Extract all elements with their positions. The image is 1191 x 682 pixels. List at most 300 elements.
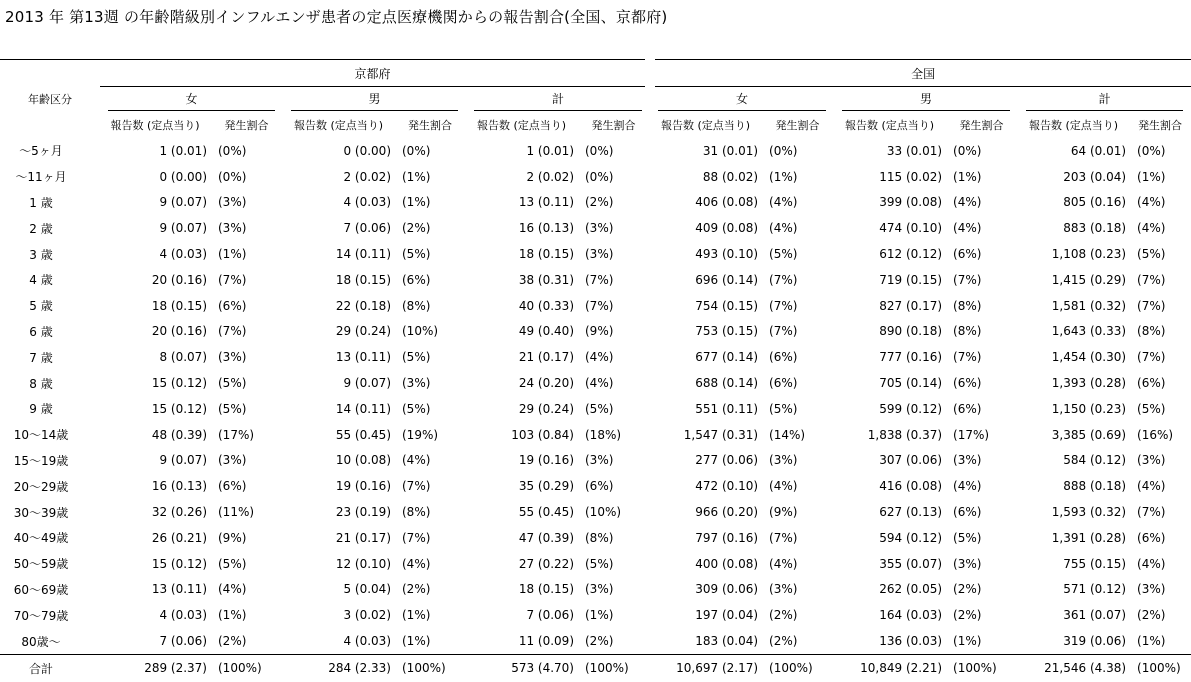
age-group-label: 15～19歳 — [13, 453, 69, 468]
rate-cell: (8%) — [402, 298, 431, 313]
report-count-cell: 262 (0.05) — [879, 582, 943, 597]
report-count-cell: 18 (0.15) — [335, 272, 391, 287]
rate-cell: (100%) — [761, 654, 834, 682]
report-count-cell: 26 (0.21) — [151, 530, 207, 545]
column-header-rate: 発生割合 — [408, 119, 452, 132]
report-count-cell: 13 (0.11) — [518, 195, 574, 210]
report-count-cell: 966 (0.20) — [695, 505, 759, 520]
rate-cell: (0%) — [769, 143, 798, 158]
report-count-cell: 827 (0.17) — [879, 298, 943, 313]
report-count-cell: 16 (0.13) — [518, 221, 574, 236]
report-count-cell: 88 (0.02) — [702, 169, 759, 184]
rate-cell: (5%) — [218, 401, 247, 416]
age-group-label: 合計 — [0, 654, 100, 682]
age-group-label: 7 歳 — [29, 350, 53, 365]
report-count-cell: 612 (0.12) — [879, 247, 943, 262]
report-count-cell: 753 (0.15) — [695, 324, 759, 339]
report-count-cell: 289 (2.37) — [100, 654, 210, 682]
report-count-cell: 406 (0.08) — [695, 195, 759, 210]
rate-cell: (3%) — [218, 350, 247, 365]
rate-cell: (9%) — [585, 324, 614, 339]
report-count-cell: 10 (0.08) — [335, 453, 391, 468]
page-title: 2013 年 第13週 の年齢階級別インフルエンザ患者の定点医療機関からの報告割合(全国、京都府) — [5, 8, 668, 26]
table-row — [0, 344, 1191, 370]
rate-cell: (7%) — [769, 324, 798, 339]
report-count-cell: 136 (0.03) — [879, 634, 943, 649]
report-count-cell: 888 (0.18) — [1063, 479, 1127, 494]
report-count-cell: 38 (0.31) — [518, 272, 574, 287]
report-count-cell: 29 (0.24) — [335, 324, 391, 339]
age-group-label: 10～14歳 — [13, 428, 69, 443]
report-count-cell: 551 (0.11) — [695, 401, 759, 416]
age-group-label: 50～59歳 — [13, 557, 69, 572]
report-count-cell: 627 (0.13) — [879, 505, 943, 520]
rate-cell: (6%) — [769, 350, 798, 365]
age-group-label: 60～69歳 — [13, 582, 69, 597]
column-header-count: 報告数 (定点当り) — [1029, 119, 1119, 132]
rate-cell: (0%) — [953, 143, 982, 158]
report-count-cell: 1,454 (0.30) — [1051, 350, 1127, 365]
report-count-cell: 677 (0.14) — [695, 350, 759, 365]
rate-cell: (4%) — [769, 195, 798, 210]
report-count-cell: 183 (0.04) — [695, 634, 759, 649]
report-count-cell: 1,150 (0.23) — [1051, 401, 1127, 416]
report-count-cell: 20 (0.16) — [151, 324, 207, 339]
rate-cell: (5%) — [402, 350, 431, 365]
rate-cell: (3%) — [218, 195, 247, 210]
rate-cell: (17%) — [953, 427, 990, 442]
report-count-cell: 4 (0.03) — [159, 247, 207, 262]
rate-cell: (7%) — [1137, 350, 1166, 365]
rate-cell: (4%) — [1137, 556, 1166, 571]
report-count-cell: 15 (0.12) — [151, 401, 207, 416]
rate-cell: (1%) — [1137, 634, 1166, 649]
age-group-label: 20～29歳 — [13, 479, 69, 494]
report-count-cell: 705 (0.14) — [879, 376, 943, 391]
age-group-header: 年齢区分 — [0, 60, 100, 139]
rate-cell: (10%) — [402, 324, 439, 339]
report-count-cell: 27 (0.22) — [518, 556, 574, 571]
report-count-cell: 103 (0.84) — [511, 427, 574, 442]
table-row — [0, 628, 1191, 654]
report-count-cell: 64 (0.01) — [1070, 143, 1127, 158]
rate-cell: (6%) — [1137, 530, 1166, 545]
rate-cell: (7%) — [769, 272, 798, 287]
rate-cell: (2%) — [1137, 608, 1166, 623]
rate-cell: (0%) — [218, 169, 247, 184]
rate-cell: (5%) — [585, 556, 614, 571]
rate-cell: (6%) — [218, 479, 247, 494]
report-count-cell: 7 (0.06) — [159, 634, 207, 649]
rate-cell: (5%) — [953, 530, 982, 545]
report-count-cell: 355 (0.07) — [879, 556, 943, 571]
rate-cell: (17%) — [218, 427, 255, 442]
report-count-cell: 11 (0.09) — [518, 634, 574, 649]
report-count-cell: 2 (0.02) — [343, 169, 391, 184]
report-count-cell: 1,838 (0.37) — [867, 427, 943, 442]
rate-cell: (5%) — [1137, 401, 1166, 416]
rate-cell: (7%) — [218, 272, 247, 287]
rate-cell: (0%) — [402, 143, 431, 158]
rate-cell: (16%) — [1137, 427, 1174, 442]
report-count-cell: 21 (0.17) — [518, 350, 574, 365]
rate-cell: (4%) — [402, 453, 431, 468]
report-count-cell: 10,849 (2.21) — [834, 654, 945, 682]
report-count-cell: 399 (0.08) — [879, 195, 943, 210]
rate-cell: (4%) — [585, 376, 614, 391]
table-row — [0, 473, 1191, 499]
report-count-cell: 0 (0.00) — [343, 143, 391, 158]
report-count-cell: 1,643 (0.33) — [1051, 324, 1127, 339]
rate-cell: (7%) — [585, 272, 614, 287]
rate-cell: (6%) — [402, 272, 431, 287]
rate-cell: (2%) — [402, 221, 431, 236]
rate-cell: (2%) — [585, 195, 614, 210]
report-count-cell: 13 (0.11) — [335, 350, 391, 365]
table-row — [0, 319, 1191, 345]
report-count-cell: 361 (0.07) — [1063, 608, 1127, 623]
rate-cell: (4%) — [769, 556, 798, 571]
age-group-label: ～5ヶ月 — [19, 144, 63, 159]
rate-cell: (8%) — [1137, 324, 1166, 339]
report-count-cell: 7 (0.06) — [526, 608, 574, 623]
report-count-cell: 21,546 (4.38) — [1018, 654, 1129, 682]
report-count-cell: 1 (0.01) — [526, 143, 574, 158]
table-row — [0, 577, 1191, 603]
report-count-cell: 2 (0.02) — [526, 169, 574, 184]
rate-cell: (1%) — [585, 608, 614, 623]
rate-cell: (1%) — [953, 634, 982, 649]
column-header-count: 報告数 (定点当り) — [110, 119, 200, 132]
rate-cell: (6%) — [218, 298, 247, 313]
rate-cell: (4%) — [402, 556, 431, 571]
report-count-cell: 15 (0.12) — [151, 376, 207, 391]
rate-cell: (7%) — [218, 324, 247, 339]
rate-cell: (2%) — [953, 582, 982, 597]
rate-cell: (3%) — [1137, 453, 1166, 468]
rate-cell: (6%) — [585, 479, 614, 494]
sex-header-female: 女 — [650, 87, 834, 113]
report-count-cell: 307 (0.06) — [879, 453, 943, 468]
rate-cell: (8%) — [402, 505, 431, 520]
report-count-cell: 7 (0.06) — [343, 221, 391, 236]
sex-header-total: 計 — [1018, 87, 1191, 113]
influenza-report-table — [0, 59, 1191, 682]
age-group-label: 30～39歳 — [13, 505, 69, 520]
report-count-cell: 754 (0.15) — [695, 298, 759, 313]
report-count-cell: 472 (0.10) — [695, 479, 759, 494]
rate-cell: (7%) — [1137, 505, 1166, 520]
rate-cell: (8%) — [953, 298, 982, 313]
rate-cell: (2%) — [585, 634, 614, 649]
report-count-cell: 55 (0.45) — [335, 427, 391, 442]
column-header-rate: 発生割合 — [224, 119, 269, 132]
column-header-count: 報告数 (定点当り) — [293, 119, 384, 132]
report-count-cell: 1,547 (0.31) — [683, 427, 759, 442]
report-count-cell: 4 (0.03) — [343, 634, 391, 649]
column-header-rate: 発生割合 — [959, 119, 1004, 132]
report-count-cell: 47 (0.39) — [518, 530, 574, 545]
rate-cell: (0%) — [585, 169, 614, 184]
rate-cell: (1%) — [402, 195, 431, 210]
report-count-cell: 33 (0.01) — [886, 143, 943, 158]
rate-cell: (3%) — [218, 221, 247, 236]
report-count-cell: 18 (0.15) — [518, 247, 574, 262]
report-count-cell: 9 (0.07) — [343, 376, 391, 391]
rate-cell: (2%) — [769, 634, 798, 649]
table-row — [0, 267, 1191, 293]
rate-cell: (3%) — [769, 582, 798, 597]
age-group-label: ～11ヶ月 — [15, 170, 67, 185]
rate-cell: (7%) — [769, 298, 798, 313]
report-count-cell: 4 (0.03) — [343, 195, 391, 210]
table-row — [0, 138, 1191, 164]
report-count-cell: 24 (0.20) — [518, 376, 574, 391]
report-count-cell: 3 (0.02) — [343, 608, 391, 623]
rate-cell: (7%) — [953, 350, 982, 365]
report-count-cell: 4 (0.03) — [159, 608, 207, 623]
column-header-rate: 発生割合 — [591, 119, 636, 132]
report-count-cell: 40 (0.33) — [518, 298, 574, 313]
report-count-cell: 571 (0.12) — [1063, 582, 1127, 597]
table-row — [0, 215, 1191, 241]
report-count-cell: 1,415 (0.29) — [1051, 272, 1127, 287]
report-count-cell: 32 (0.26) — [151, 505, 207, 520]
report-count-cell: 31 (0.01) — [702, 143, 759, 158]
report-count-cell: 688 (0.14) — [695, 376, 759, 391]
report-count-cell: 1,108 (0.23) — [1051, 247, 1127, 262]
rate-cell: (11%) — [218, 505, 255, 520]
rate-cell: (7%) — [1137, 298, 1166, 313]
rate-cell: (4%) — [1137, 195, 1166, 210]
sex-header-male: 男 — [834, 87, 1018, 113]
rate-cell: (100%) — [945, 654, 1018, 682]
rate-cell: (6%) — [953, 376, 982, 391]
rate-cell: (2%) — [402, 582, 431, 597]
sex-header-female: 女 — [100, 87, 283, 113]
report-count-cell: 48 (0.39) — [151, 427, 207, 442]
report-count-cell: 409 (0.08) — [695, 221, 759, 236]
rate-cell: (4%) — [1137, 221, 1166, 236]
report-count-cell: 9 (0.07) — [159, 195, 207, 210]
rate-cell: (4%) — [769, 221, 798, 236]
rate-cell: (0%) — [1137, 143, 1166, 158]
report-count-cell: 14 (0.11) — [335, 401, 391, 416]
report-count-cell: 599 (0.12) — [879, 401, 943, 416]
region-header-kyoto: 京都府 — [100, 60, 650, 87]
rate-cell: (2%) — [953, 608, 982, 623]
report-count-cell: 203 (0.04) — [1063, 169, 1127, 184]
report-count-cell: 23 (0.19) — [335, 505, 391, 520]
report-count-cell: 29 (0.24) — [518, 401, 574, 416]
rate-cell: (4%) — [585, 350, 614, 365]
report-count-cell: 493 (0.10) — [695, 247, 759, 262]
age-group-label: 5 歳 — [29, 299, 53, 314]
rate-cell: (2%) — [218, 634, 247, 649]
rate-cell: (5%) — [769, 247, 798, 262]
report-count-cell: 115 (0.02) — [879, 169, 943, 184]
age-group-label: 2 歳 — [29, 221, 53, 236]
rate-cell: (4%) — [953, 479, 982, 494]
rate-cell: (0%) — [218, 143, 247, 158]
rate-cell: (9%) — [218, 530, 247, 545]
report-count-cell: 197 (0.04) — [695, 608, 759, 623]
rate-cell: (3%) — [585, 247, 614, 262]
age-group-label: 6 歳 — [29, 324, 53, 339]
rate-cell: (1%) — [402, 169, 431, 184]
rate-cell: (8%) — [953, 324, 982, 339]
report-count-cell: 9 (0.07) — [159, 221, 207, 236]
rate-cell: (18%) — [585, 427, 622, 442]
rate-cell: (1%) — [402, 634, 431, 649]
report-count-cell: 20 (0.16) — [151, 272, 207, 287]
report-count-cell: 0 (0.00) — [159, 169, 207, 184]
rate-cell: (3%) — [769, 453, 798, 468]
rate-cell: (3%) — [953, 453, 982, 468]
report-count-cell: 797 (0.16) — [695, 530, 759, 545]
rate-cell: (6%) — [1137, 376, 1166, 391]
rate-cell: (100%) — [1129, 654, 1191, 682]
rate-cell: (0%) — [585, 143, 614, 158]
report-count-cell: 805 (0.16) — [1063, 195, 1127, 210]
age-group-label: 8 歳 — [29, 376, 53, 391]
rate-cell: (14%) — [769, 427, 806, 442]
column-header-rate: 発生割合 — [775, 119, 820, 132]
rate-cell: (4%) — [769, 479, 798, 494]
report-count-cell: 14 (0.11) — [335, 247, 391, 262]
rate-cell: (6%) — [953, 247, 982, 262]
report-count-cell: 719 (0.15) — [879, 272, 943, 287]
rate-cell: (4%) — [1137, 479, 1166, 494]
report-count-cell: 18 (0.15) — [151, 298, 207, 313]
rate-cell: (7%) — [1137, 272, 1166, 287]
column-header-count: 報告数 (定点当り) — [661, 119, 751, 132]
sex-header-male: 男 — [283, 87, 466, 113]
report-count-cell: 755 (0.15) — [1063, 556, 1127, 571]
rate-cell: (1%) — [953, 169, 982, 184]
rate-cell: (3%) — [585, 453, 614, 468]
report-count-cell: 474 (0.10) — [879, 221, 943, 236]
report-count-cell: 319 (0.06) — [1063, 634, 1127, 649]
report-count-cell: 21 (0.17) — [335, 530, 391, 545]
rate-cell: (3%) — [953, 556, 982, 571]
rate-cell: (100%) — [577, 654, 650, 682]
column-header-count: 報告数 (定点当り) — [476, 119, 567, 132]
rate-cell: (1%) — [218, 247, 247, 262]
rate-cell: (5%) — [402, 247, 431, 262]
rate-cell: (4%) — [218, 582, 247, 597]
table-row — [0, 370, 1191, 396]
report-count-cell: 416 (0.08) — [879, 479, 943, 494]
report-count-cell: 19 (0.16) — [518, 453, 574, 468]
report-count-cell: 16 (0.13) — [151, 479, 207, 494]
report-count-cell: 8 (0.07) — [159, 350, 207, 365]
rate-cell: (3%) — [1137, 582, 1166, 597]
rate-cell: (1%) — [1137, 169, 1166, 184]
rate-cell: (5%) — [402, 401, 431, 416]
age-group-label: 80歳～ — [21, 634, 61, 649]
table-row — [0, 293, 1191, 319]
report-count-cell: 13 (0.11) — [151, 582, 207, 597]
report-count-cell: 35 (0.29) — [518, 479, 574, 494]
report-count-cell: 49 (0.40) — [518, 324, 574, 339]
table-row — [0, 448, 1191, 474]
report-count-cell: 10,697 (2.17) — [650, 654, 761, 682]
report-count-cell: 277 (0.06) — [695, 453, 759, 468]
report-count-cell: 1,581 (0.32) — [1051, 298, 1127, 313]
report-count-cell: 55 (0.45) — [518, 505, 574, 520]
report-count-cell: 777 (0.16) — [879, 350, 943, 365]
rate-cell: (1%) — [402, 608, 431, 623]
rate-cell: (7%) — [402, 479, 431, 494]
rate-cell: (5%) — [1137, 247, 1166, 262]
rate-cell: (100%) — [394, 654, 466, 682]
table-row — [0, 422, 1191, 448]
rate-cell: (100%) — [210, 654, 283, 682]
report-count-cell: 1,593 (0.32) — [1051, 505, 1127, 520]
report-count-cell: 883 (0.18) — [1063, 221, 1127, 236]
age-group-label: 3 歳 — [29, 247, 53, 262]
report-count-cell: 22 (0.18) — [335, 298, 391, 313]
report-count-cell: 3,385 (0.69) — [1051, 427, 1127, 442]
report-count-cell: 18 (0.15) — [518, 582, 574, 597]
rate-cell: (4%) — [953, 195, 982, 210]
report-count-cell: 9 (0.07) — [159, 453, 207, 468]
report-count-cell: 284 (2.33) — [283, 654, 394, 682]
age-group-label: 9 歳 — [29, 402, 53, 417]
age-group-label: 70～79歳 — [13, 608, 69, 623]
age-group-label: 1 歳 — [29, 195, 53, 210]
table-row — [0, 525, 1191, 551]
table-row — [0, 551, 1191, 577]
table-row — [0, 241, 1191, 267]
report-count-cell: 594 (0.12) — [879, 530, 943, 545]
rate-cell: (19%) — [402, 427, 439, 442]
report-count-cell: 584 (0.12) — [1063, 453, 1127, 468]
rate-cell: (7%) — [402, 530, 431, 545]
rate-cell: (7%) — [953, 272, 982, 287]
report-count-cell: 1,393 (0.28) — [1051, 376, 1127, 391]
report-count-cell: 890 (0.18) — [879, 324, 943, 339]
rate-cell: (5%) — [769, 401, 798, 416]
report-count-cell: 5 (0.04) — [343, 582, 391, 597]
report-count-cell: 19 (0.16) — [335, 479, 391, 494]
rate-cell: (1%) — [218, 608, 247, 623]
rate-cell: (3%) — [402, 376, 431, 391]
rate-cell: (3%) — [585, 221, 614, 236]
rate-cell: (4%) — [953, 221, 982, 236]
table-row — [0, 164, 1191, 190]
report-count-cell: 164 (0.03) — [879, 608, 943, 623]
report-count-cell: 400 (0.08) — [695, 556, 759, 571]
sex-header-total: 計 — [466, 87, 650, 113]
age-group-label: 4 歳 — [29, 273, 53, 288]
rate-cell: (9%) — [769, 505, 798, 520]
rate-cell: (8%) — [585, 530, 614, 545]
column-header-count: 報告数 (定点当り) — [845, 119, 935, 132]
table-row — [0, 396, 1191, 422]
rate-cell: (6%) — [953, 505, 982, 520]
region-header-national: 全国 — [650, 60, 1191, 87]
rate-cell: (10%) — [585, 505, 622, 520]
rate-cell: (6%) — [769, 376, 798, 391]
report-count-cell: 696 (0.14) — [695, 272, 759, 287]
rate-cell: (5%) — [218, 376, 247, 391]
rate-cell: (5%) — [218, 556, 247, 571]
rate-cell: (7%) — [585, 298, 614, 313]
rate-cell: (7%) — [769, 530, 798, 545]
report-count-cell: 15 (0.12) — [151, 556, 207, 571]
